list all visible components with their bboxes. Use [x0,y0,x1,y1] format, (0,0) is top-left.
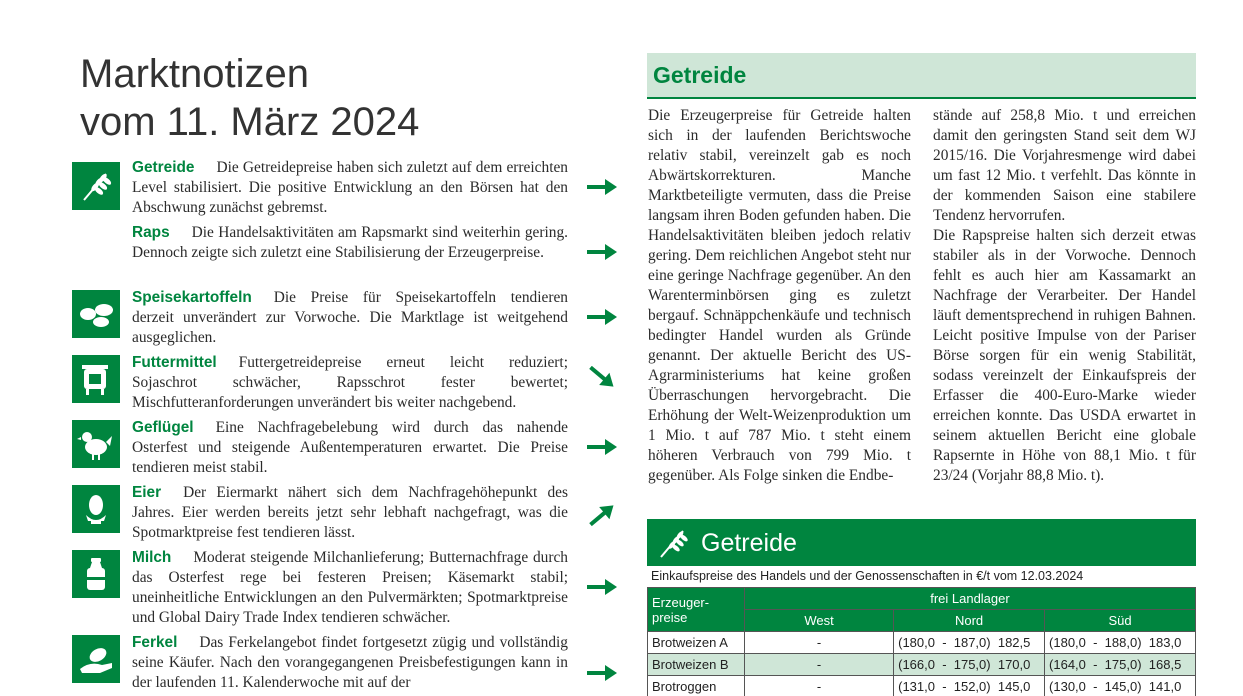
trend-arrow-flat-icon [585,662,619,684]
note-label: Eier [132,484,162,501]
note-text: Futtergetreidepreise erneut leicht reduziert; Sojaschrot schwächer, Rapsschrot fester bewertet; Mischfutteranforderungen unverändert bis weiter nachgebend. [132,354,568,411]
note-text: Die Preise für Speisekartoffeln tendieren derzeit unverändert zur Vorwoche. Die Marktlage ist weitgehend ausgeglichen. [132,289,568,346]
table-heading-text: Getreide [701,529,797,557]
price-table [647,587,1196,696]
note-text: Das Ferkelangebot findet fortgesetzt zügig und vollständig seine Käufer. Nach den vorangegangenen Preisbefestigungen kann in der laufenden 11. Kalenderwoche mit auf der [132,634,568,691]
cell-sued: (130,0 - 145,0) 141,0 [1045,676,1196,696]
page-title [80,50,419,146]
egg-icon [72,485,120,533]
note-label: Milch [132,549,172,566]
column-header-sued: Süd [1045,610,1196,632]
title-line-1: Marktnotizen [80,52,309,96]
article-column-1: Die Erzeugerpreise für Getreide halten sich in der laufenden Berichtswoche relativ stabil, vereinzelt gab es noch Abwärtskorrekturen. Manche Marktbeteiligte vermuten, dass die Preise langsam ihren Boden gefunden haben. Die Handelsaktivitäten bleiben jedoch relativ gering. Dem reichlichen Angebot steht nur eine geringe Nachfrage gegenüber. An den Warenterminbörsen ging es zuletzt bergauf. Schnäppchenkäufe und technisch bedingter Handel wurden als Gründe genannt. Der aktuelle Bericht des US-Agrarministeriums hat keine großen Überraschungen hervorgebracht. Die Erhöhung der Welt-Weizenproduktion um 1 Mio. t auf 787 Mio. t steht einem höheren Verbrauch von 799 Mio. t gegenüber. Als Folge sinken die Endbe- [648,107,911,484]
wheat-icon [655,525,691,561]
row-label: Brotweizen A [648,632,745,654]
chicken-icon [72,420,120,468]
trend-arrow-down-icon [585,366,619,388]
table-heading [647,519,1196,566]
table-row [648,676,1196,696]
table-row [648,632,1196,654]
article-paragraph: Die Rapspreise halten sich derzeit etwas stabiler als in der Vorwoche. Dennoch fehlt es auch hier am Kassamarkt an Nachfrage der Verarbeiter. Der Handel läuft dementsprechend in ruhigen Bahnen. Leicht positive Impulse von der Pariser Börse sorgen für ein wenig Stabilität, sodass vereinzelt der Einkaufspreis der Erfasser die 400-Euro-Marke wieder erreichen konnte. Das USDA erwartet in seinem aktuellen Bericht eine globale Rapsernte in Höhe von 88,1 Mio. t für 23/24 (Vorjahr 88,8 Mio. t). [933,227,1196,484]
note-label: Futtermittel [132,354,217,371]
article-column-2 [933,106,1196,486]
note-text: Der Eiermarkt nähert sich dem Nachfragehöhepunkt des Jahres. Eier werden bereits jetzt sehr lebhaft nachgefragt, was die Spotmarktpreise fest tendieren lässt. [132,484,568,541]
note-label: Raps [132,224,170,241]
title-line-2: vom 11. März 2024 [80,100,420,144]
group-header: frei Landlager [744,588,1195,610]
trend-arrow-flat-icon [585,576,619,598]
cell-sued: (164,0 - 175,0) 168,5 [1045,654,1196,676]
article-paragraph: stände auf 258,8 Mio. t und erreichen damit den geringsten Stand seit dem WJ 2015/16. Die Vorjahresmenge wird dabei um fast 12 Mio. t verfehlt. Das könnte in der kommenden Saison eine stabilere Tendenz hervorrufen. [933,107,1196,224]
note-text: Eine Nachfragebelebung wird durch das nahende Osterfest und steigende Außentemperaturen erwartet. Die Preise tendieren meist stabil. [132,419,568,476]
cell-nord: (166,0 - 175,0) 170,0 [894,654,1045,676]
note-label: Ferkel [132,634,178,651]
trend-arrow-flat-icon [585,436,619,458]
section-heading [647,53,1196,99]
trend-arrow-flat-icon [585,241,619,263]
cell-west: - [744,654,893,676]
trend-arrow-up-icon [585,504,619,526]
cell-west: - [744,632,893,654]
erzeugerpreise-header: Erzeuger- preise [648,588,745,632]
wheat-icon [72,162,120,210]
note-label: Geflügel [132,419,194,436]
column-header-west: West [744,610,893,632]
trend-arrow-flat-icon [585,176,619,198]
cell-nord: (180,0 - 187,0) 182,5 [894,632,1045,654]
note-label: Speisekartoffeln [132,289,252,306]
column-header-nord: Nord [894,610,1045,632]
note-text: Die Getreidepreise haben sich zuletzt auf dem erreichten Level stabilisiert. Die positive Entwicklung an den Börsen hat den Abschwung zunächst gebremst. [132,159,568,216]
note-text: Die Handelsaktivitäten am Rapsmarkt sind weiterhin gering. Dennoch zeigte sich zuletzt eine Stabilisierung der Erzeugerpreise. [132,224,568,261]
feed-silo-icon [72,355,120,403]
table-subtitle: Einkaufspreise des Handels und der Genossenschaften in €/t vom 12.03.2024 [651,569,1084,583]
cell-nord: (131,0 - 152,0) 145,0 [894,676,1045,696]
piglet-hand-icon [72,635,120,683]
row-label: Brotweizen B [648,654,745,676]
cell-sued: (180,0 - 188,0) 183,0 [1045,632,1196,654]
note-label: Getreide [132,159,195,176]
milk-can-icon [72,550,120,598]
table-row [648,654,1196,676]
cell-west: - [744,676,893,696]
potatoes-icon [72,290,120,338]
note-text: Moderat steigende Milchanlieferung; Butternachfrage durch das Osterfest rege bei festeren Preisen; Käsemarkt stabil; uneinheitliche Entwicklungen an den Pulvermärkten; Spotmarktpreise und Global Dairy Trade Index tendieren schwächer. [132,549,568,626]
trend-arrow-flat-icon [585,306,619,328]
section-heading-text: Getreide [653,62,747,88]
table-header-row [648,588,1196,610]
row-label: Brotroggen [648,676,745,696]
